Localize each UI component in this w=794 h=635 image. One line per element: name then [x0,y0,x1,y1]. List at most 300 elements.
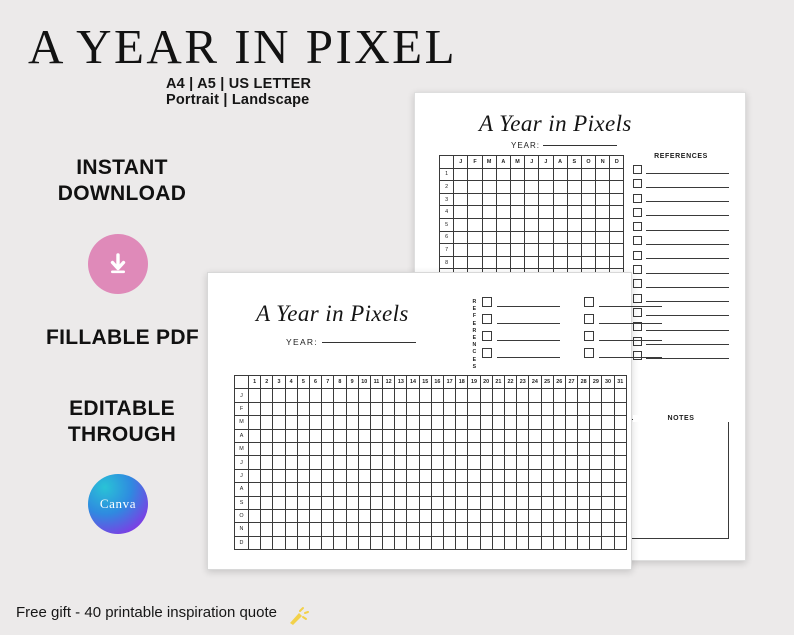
list-item[interactable] [633,251,729,260]
landscape-grid-cell[interactable] [553,483,565,496]
landscape-grid-cell[interactable] [480,509,492,522]
landscape-grid-cell[interactable] [395,456,407,469]
landscape-grid-cell[interactable] [346,483,358,496]
portrait-grid-cell[interactable] [596,256,610,269]
portrait-grid-cell[interactable] [482,244,496,257]
landscape-grid-cell[interactable] [383,402,395,415]
landscape-grid-cell[interactable] [419,442,431,455]
portrait-grid-cell[interactable] [581,193,595,206]
portrait-grid-cell[interactable] [610,193,624,206]
portrait-grid-cell[interactable] [496,256,510,269]
landscape-grid-cell[interactable] [565,523,577,536]
portrait-grid-cell[interactable] [567,218,581,231]
portrait-grid-cell[interactable] [482,206,496,219]
landscape-grid-cell[interactable] [565,389,577,402]
landscape-grid-cell[interactable] [541,442,553,455]
portrait-grid-cell[interactable] [525,168,539,181]
portrait-grid-cell[interactable] [468,244,482,257]
portrait-grid-cell[interactable] [510,206,524,219]
landscape-grid-cell[interactable] [261,536,273,549]
portrait-grid-cell[interactable] [454,231,468,244]
landscape-grid-cell[interactable] [468,416,480,429]
landscape-grid-cell[interactable] [273,416,285,429]
portrait-grid-cell[interactable] [596,231,610,244]
landscape-grid-cell[interactable] [590,509,602,522]
reference-write-line[interactable] [599,332,662,341]
landscape-grid-cell[interactable] [346,416,358,429]
landscape-grid-cell[interactable] [565,429,577,442]
reference-write-line[interactable] [646,180,729,188]
landscape-grid-cell[interactable] [322,416,334,429]
landscape-grid-cell[interactable] [517,389,529,402]
checkbox-icon[interactable] [633,279,642,288]
list-item[interactable] [482,331,560,341]
checkbox-icon[interactable] [482,348,492,358]
landscape-grid-cell[interactable] [602,483,614,496]
portrait-grid-cell[interactable] [596,193,610,206]
landscape-grid-cell[interactable] [431,429,443,442]
landscape-grid-cell[interactable] [358,536,370,549]
landscape-grid-cell[interactable] [261,389,273,402]
list-item[interactable] [633,222,729,231]
portrait-grid-cell[interactable] [525,181,539,194]
landscape-grid-cell[interactable] [456,442,468,455]
landscape-grid-cell[interactable] [358,389,370,402]
portrait-grid-cell[interactable] [596,181,610,194]
landscape-grid-cell[interactable] [309,483,321,496]
checkbox-icon[interactable] [633,179,642,188]
landscape-grid-cell[interactable] [261,456,273,469]
landscape-grid-cell[interactable] [395,416,407,429]
landscape-grid-cell[interactable] [614,483,626,496]
landscape-grid-cell[interactable] [553,536,565,549]
landscape-grid-cell[interactable] [492,536,504,549]
landscape-grid-cell[interactable] [309,389,321,402]
landscape-grid-cell[interactable] [419,416,431,429]
portrait-grid-cell[interactable] [454,218,468,231]
landscape-grid-cell[interactable] [297,442,309,455]
landscape-grid-cell[interactable] [261,402,273,415]
landscape-grid-cell[interactable] [431,389,443,402]
landscape-grid-cell[interactable] [529,402,541,415]
landscape-grid-cell[interactable] [480,536,492,549]
landscape-grid-cell[interactable] [444,469,456,482]
landscape-grid-cell[interactable] [578,402,590,415]
landscape-grid-cell[interactable] [297,523,309,536]
landscape-grid-cell[interactable] [602,536,614,549]
checkbox-icon[interactable] [633,194,642,203]
landscape-grid-cell[interactable] [517,442,529,455]
portrait-grid-cell[interactable] [610,256,624,269]
portrait-grid-cell[interactable] [468,231,482,244]
landscape-grid-cell[interactable] [407,456,419,469]
landscape-grid-cell[interactable] [273,523,285,536]
landscape-grid-cell[interactable] [419,456,431,469]
checkbox-icon[interactable] [482,297,492,307]
landscape-grid-cell[interactable] [383,536,395,549]
portrait-grid-cell[interactable] [539,168,553,181]
checkbox-icon[interactable] [584,314,594,324]
portrait-grid-cell[interactable] [567,181,581,194]
landscape-grid-cell[interactable] [480,429,492,442]
portrait-grid-cell[interactable] [482,256,496,269]
landscape-grid-cell[interactable] [297,509,309,522]
landscape-grid-cell[interactable] [285,523,297,536]
landscape-grid-cell[interactable] [541,402,553,415]
landscape-grid-cell[interactable] [370,416,382,429]
landscape-grid-cell[interactable] [541,389,553,402]
landscape-grid-cell[interactable] [334,416,346,429]
landscape-grid-cell[interactable] [419,509,431,522]
landscape-grid-cell[interactable] [456,496,468,509]
landscape-grid-cell[interactable] [529,429,541,442]
landscape-grid-cell[interactable] [444,509,456,522]
landscape-grid-cell[interactable] [492,402,504,415]
landscape-grid-cell[interactable] [553,509,565,522]
landscape-grid-cell[interactable] [419,402,431,415]
landscape-grid-cell[interactable] [395,442,407,455]
landscape-grid-cell[interactable] [590,456,602,469]
landscape-grid-cell[interactable] [492,469,504,482]
landscape-grid-cell[interactable] [346,469,358,482]
landscape-grid-cell[interactable] [614,402,626,415]
list-item[interactable] [633,265,729,274]
landscape-grid-cell[interactable] [480,389,492,402]
landscape-grid-cell[interactable] [249,456,261,469]
landscape-grid-cell[interactable] [370,483,382,496]
landscape-grid-cell[interactable] [504,456,516,469]
landscape-grid-cell[interactable] [297,496,309,509]
landscape-grid-cell[interactable] [541,469,553,482]
landscape-grid-cell[interactable] [407,416,419,429]
portrait-grid-cell[interactable] [539,231,553,244]
reference-write-line[interactable] [599,349,662,358]
landscape-grid-cell[interactable] [309,429,321,442]
landscape-grid-cell[interactable] [273,469,285,482]
landscape-grid-cell[interactable] [444,483,456,496]
landscape-grid-cell[interactable] [529,416,541,429]
landscape-grid-cell[interactable] [565,469,577,482]
portrait-pixel-grid[interactable] [439,155,624,282]
landscape-grid-cell[interactable] [468,483,480,496]
landscape-grid-cell[interactable] [468,389,480,402]
landscape-grid-cell[interactable] [529,483,541,496]
landscape-grid-cell[interactable] [614,523,626,536]
landscape-grid-cell[interactable] [297,483,309,496]
landscape-grid-cell[interactable] [261,469,273,482]
landscape-grid-cell[interactable] [273,429,285,442]
reference-write-line[interactable] [497,332,560,341]
landscape-grid-cell[interactable] [309,416,321,429]
landscape-grid-cell[interactable] [297,429,309,442]
reference-write-line[interactable] [497,315,560,324]
landscape-grid-cell[interactable] [614,496,626,509]
landscape-grid-cell[interactable] [590,402,602,415]
landscape-grid-cell[interactable] [419,429,431,442]
landscape-grid-cell[interactable] [322,496,334,509]
landscape-grid-cell[interactable] [492,483,504,496]
landscape-grid-cell[interactable] [480,523,492,536]
landscape-grid-cell[interactable] [297,389,309,402]
landscape-grid-cell[interactable] [517,469,529,482]
portrait-grid-cell[interactable] [496,244,510,257]
landscape-grid-cell[interactable] [444,456,456,469]
landscape-grid-cell[interactable] [273,442,285,455]
landscape-grid-cell[interactable] [517,523,529,536]
landscape-grid-cell[interactable] [590,483,602,496]
list-item[interactable] [584,314,662,324]
portrait-grid-cell[interactable] [496,181,510,194]
landscape-grid-cell[interactable] [517,429,529,442]
portrait-grid-cell[interactable] [454,193,468,206]
portrait-grid-cell[interactable] [454,244,468,257]
portrait-grid-cell[interactable] [496,206,510,219]
checkbox-icon[interactable] [584,348,594,358]
landscape-grid-cell[interactable] [383,509,395,522]
landscape-grid-cell[interactable] [407,469,419,482]
portrait-grid-cell[interactable] [496,193,510,206]
checkbox-icon[interactable] [584,331,594,341]
landscape-grid-cell[interactable] [553,523,565,536]
landscape-grid-cell[interactable] [297,402,309,415]
portrait-grid-cell[interactable] [539,193,553,206]
portrait-grid-cell[interactable] [581,206,595,219]
landscape-grid-cell[interactable] [358,469,370,482]
landscape-grid-cell[interactable] [517,416,529,429]
landscape-grid-cell[interactable] [419,469,431,482]
landscape-grid-cell[interactable] [309,442,321,455]
portrait-grid-cell[interactable] [539,218,553,231]
landscape-grid-cell[interactable] [249,429,261,442]
landscape-grid-cell[interactable] [578,523,590,536]
landscape-grid-cell[interactable] [383,523,395,536]
landscape-grid-cell[interactable] [468,429,480,442]
landscape-grid-cell[interactable] [504,402,516,415]
landscape-grid-cell[interactable] [578,456,590,469]
landscape-grid-cell[interactable] [334,389,346,402]
landscape-grid-cell[interactable] [456,536,468,549]
checkbox-icon[interactable] [584,297,594,307]
landscape-grid-cell[interactable] [261,429,273,442]
landscape-grid-cell[interactable] [431,536,443,549]
landscape-grid-cell[interactable] [261,483,273,496]
portrait-grid-cell[interactable] [553,218,567,231]
landscape-grid-cell[interactable] [249,523,261,536]
landscape-grid-cell[interactable] [285,402,297,415]
landscape-grid-cell[interactable] [578,429,590,442]
landscape-grid-cell[interactable] [504,389,516,402]
portrait-grid-cell[interactable] [581,218,595,231]
checkbox-icon[interactable] [633,208,642,217]
reference-write-line[interactable] [646,251,729,259]
landscape-grid-cell[interactable] [346,442,358,455]
list-item[interactable] [584,348,662,358]
portrait-grid-cell[interactable] [525,193,539,206]
landscape-grid-cell[interactable] [578,469,590,482]
landscape-grid-cell[interactable] [529,509,541,522]
landscape-grid-cell[interactable] [553,429,565,442]
landscape-grid-cell[interactable] [602,456,614,469]
portrait-grid-cell[interactable] [482,168,496,181]
landscape-grid-cell[interactable] [602,523,614,536]
landscape-grid-cell[interactable] [249,442,261,455]
list-item[interactable] [584,331,662,341]
portrait-grid-cell[interactable] [539,206,553,219]
landscape-grid-cell[interactable] [565,496,577,509]
portrait-grid-cell[interactable] [539,181,553,194]
reference-write-line[interactable] [646,194,729,202]
landscape-grid-cell[interactable] [334,469,346,482]
landscape-grid-cell[interactable] [285,496,297,509]
landscape-grid-cell[interactable] [517,536,529,549]
portrait-grid-cell[interactable] [553,231,567,244]
list-item[interactable] [633,194,729,203]
landscape-grid-cell[interactable] [444,402,456,415]
landscape-year-field[interactable] [286,337,416,347]
landscape-grid-cell[interactable] [383,469,395,482]
landscape-grid-cell[interactable] [273,456,285,469]
landscape-grid-cell[interactable] [346,456,358,469]
landscape-grid-cell[interactable] [249,416,261,429]
landscape-grid-cell[interactable] [444,442,456,455]
landscape-grid-cell[interactable] [602,509,614,522]
landscape-grid-cell[interactable] [565,509,577,522]
list-item[interactable] [633,236,729,245]
portrait-grid-cell[interactable] [567,168,581,181]
landscape-grid-cell[interactable] [383,416,395,429]
landscape-grid-cell[interactable] [480,469,492,482]
landscape-grid-cell[interactable] [553,402,565,415]
portrait-grid-cell[interactable] [482,193,496,206]
landscape-grid-cell[interactable] [492,523,504,536]
landscape-grid-cell[interactable] [334,536,346,549]
landscape-grid-cell[interactable] [578,509,590,522]
landscape-grid-cell[interactable] [395,523,407,536]
landscape-grid-cell[interactable] [322,536,334,549]
landscape-grid-cell[interactable] [370,496,382,509]
landscape-grid-cell[interactable] [468,402,480,415]
landscape-grid-cell[interactable] [309,402,321,415]
landscape-grid-cell[interactable] [565,442,577,455]
landscape-grid-cell[interactable] [492,416,504,429]
landscape-grid-cell[interactable] [504,523,516,536]
landscape-grid-cell[interactable] [504,536,516,549]
landscape-grid-cell[interactable] [249,536,261,549]
landscape-grid-cell[interactable] [602,416,614,429]
landscape-grid-cell[interactable] [492,389,504,402]
landscape-grid-cell[interactable] [273,509,285,522]
list-item[interactable] [584,297,662,307]
reference-write-line[interactable] [646,223,729,231]
portrait-grid-cell[interactable] [525,218,539,231]
landscape-grid-cell[interactable] [273,496,285,509]
landscape-grid-cell[interactable] [565,483,577,496]
landscape-grid-cell[interactable] [553,496,565,509]
landscape-grid-cell[interactable] [358,416,370,429]
list-item[interactable] [633,279,729,288]
landscape-grid-cell[interactable] [517,456,529,469]
landscape-grid-cell[interactable] [285,456,297,469]
portrait-grid-cell[interactable] [525,244,539,257]
landscape-grid-cell[interactable] [431,483,443,496]
landscape-grid-cell[interactable] [431,456,443,469]
landscape-grid-cell[interactable] [614,456,626,469]
landscape-grid-cell[interactable] [346,509,358,522]
landscape-grid-cell[interactable] [614,469,626,482]
landscape-grid-cell[interactable] [480,402,492,415]
checkbox-icon[interactable] [633,236,642,245]
landscape-grid-cell[interactable] [529,389,541,402]
landscape-grid-cell[interactable] [407,496,419,509]
portrait-grid-cell[interactable] [482,218,496,231]
landscape-grid-cell[interactable] [565,536,577,549]
landscape-grid-cell[interactable] [285,389,297,402]
landscape-pixel-grid[interactable] [234,375,627,550]
landscape-grid-cell[interactable] [529,469,541,482]
landscape-grid-cell[interactable] [468,509,480,522]
portrait-grid-cell[interactable] [553,244,567,257]
landscape-grid-cell[interactable] [334,429,346,442]
landscape-grid-cell[interactable] [358,429,370,442]
landscape-grid-cell[interactable] [602,429,614,442]
landscape-grid-cell[interactable] [431,523,443,536]
portrait-grid-cell[interactable] [610,181,624,194]
portrait-grid-cell[interactable] [581,168,595,181]
landscape-grid-cell[interactable] [285,416,297,429]
portrait-grid-cell[interactable] [510,218,524,231]
portrait-grid-cell[interactable] [596,244,610,257]
landscape-grid-cell[interactable] [492,509,504,522]
portrait-grid-cell[interactable] [539,244,553,257]
landscape-grid-cell[interactable] [431,402,443,415]
landscape-grid-cell[interactable] [309,469,321,482]
portrait-grid-cell[interactable] [454,168,468,181]
portrait-grid-cell[interactable] [581,181,595,194]
landscape-grid-cell[interactable] [553,469,565,482]
landscape-grid-cell[interactable] [273,402,285,415]
landscape-grid-cell[interactable] [602,389,614,402]
landscape-grid-cell[interactable] [468,536,480,549]
landscape-grid-cell[interactable] [322,442,334,455]
landscape-grid-cell[interactable] [431,496,443,509]
landscape-grid-cell[interactable] [309,536,321,549]
landscape-grid-cell[interactable] [529,523,541,536]
landscape-grid-cell[interactable] [614,429,626,442]
landscape-grid-cell[interactable] [395,402,407,415]
landscape-grid-cell[interactable] [444,496,456,509]
landscape-grid-cell[interactable] [614,416,626,429]
landscape-grid-cell[interactable] [261,523,273,536]
list-item[interactable] [633,208,729,217]
landscape-grid-cell[interactable] [407,389,419,402]
landscape-grid-cell[interactable] [614,536,626,549]
landscape-grid-cell[interactable] [529,442,541,455]
landscape-grid-cell[interactable] [249,469,261,482]
landscape-grid-cell[interactable] [249,483,261,496]
landscape-grid-cell[interactable] [285,442,297,455]
landscape-grid-cell[interactable] [456,402,468,415]
landscape-grid-cell[interactable] [395,496,407,509]
landscape-grid-cell[interactable] [322,402,334,415]
landscape-grid-cell[interactable] [444,429,456,442]
landscape-grid-cell[interactable] [431,469,443,482]
portrait-grid-cell[interactable] [525,231,539,244]
landscape-grid-cell[interactable] [322,483,334,496]
landscape-grid-cell[interactable] [517,483,529,496]
landscape-grid-cell[interactable] [517,509,529,522]
landscape-grid-cell[interactable] [309,496,321,509]
portrait-notes-box[interactable] [631,419,729,539]
